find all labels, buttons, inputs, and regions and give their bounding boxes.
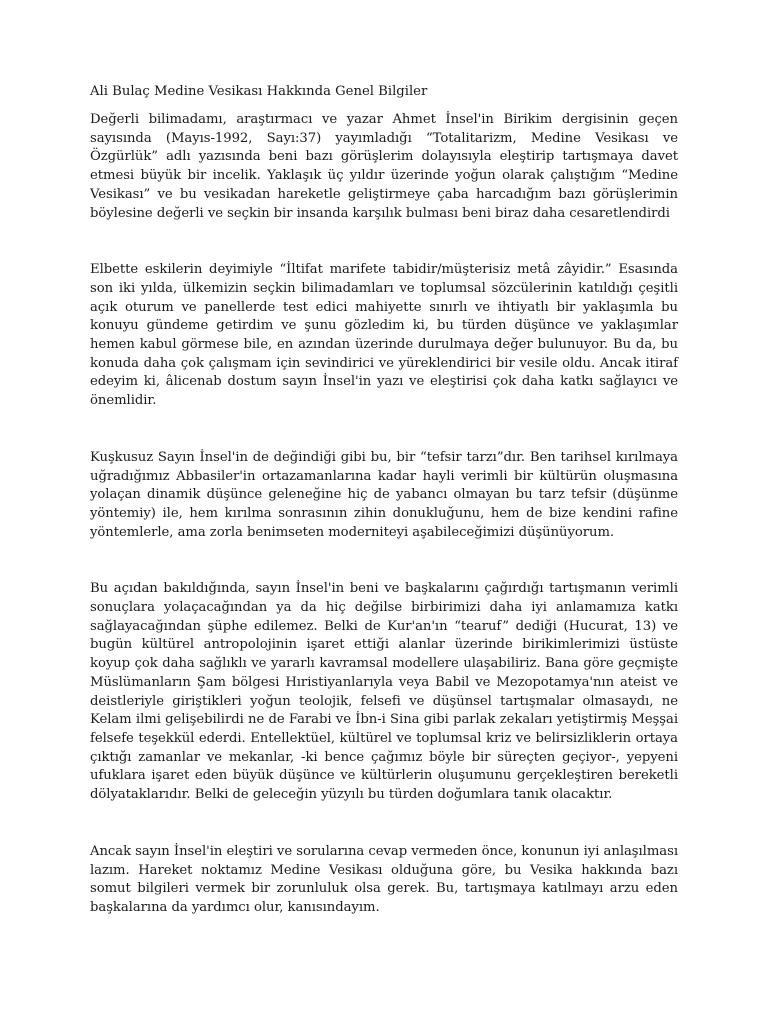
document-title: Ali Bulaç Medine Vesikası Hakkında Genel Bilgiler <box>90 84 428 99</box>
paragraph-gap <box>90 805 678 843</box>
paragraph-2: Elbette eskilerin deyimiyle “İltifat marifete tabidir/müşterisiz metâ zâyidir.” Esasında son iki yılda, ülkemizin seçkin bilimadamları ve toplumsal sözcülerinin katıldığı çeşitli açık oturum ve panellerde test edici mahiyette sınırlı ve ihtiyatlı bir yaklaşımla bu konuyu gündeme getirdim ve şunu gözledim ki, bu türden düşünce ve yaklaşımlar hemen kabul görmese bile, en azından üzerinde durulmaya değer bulunuyor. Bu da, bu konuda daha çok çalışmam için sevindirici ve yüreklendirici bir vesile oldu. Ancak itiraf edeyim ki, âlicenab dostum sayın İnsel'in yazı ve eleştirisi çok daha katkı sağlayıcı ve önemlidir. <box>90 262 678 409</box>
paragraph-gap <box>90 223 678 261</box>
paragraph-gap <box>90 542 678 580</box>
paragraph-gap <box>90 411 678 449</box>
paragraph-4: Bu açıdan bakıldığında, sayın İnsel'in beni ve başkalarını çağırdığı tartışmanın verimli sonuçlara yolaçacağından ya da hiç değilse birbirimizi daha iyi anlamamıza katkı sağlayacağından şüphe edilemez. Belki de Kur'an'ın “tearuf” dediği (Hucurat, 13) ve bugün kültürel antropolojinin işaret ettiği alanlar üzerinde birikimlerimizi üstüste koyup çok daha sağlıklı ve yararlı kavramsal modellere ulaşabiliriz. Bana göre geçmişte Müslümanların Şam bölgesi Hıristiyanlarıyla veya Babil ve Mezopotamya'nın ateist ve deistleriyle giriştikleri yoğun teolojik, felsefi ve düşünsel tartışmalar olmasaydı, ne Kelam ilmi gelişebilirdi ne de Farabi ve İbn-i Sina gibi parlak zekaları yetiştirmiş Meşşai felsefe teşekkül ederdi. Entellektüel, kültürel ve toplumsal kriz ve belirsizliklerin ortaya çıktığı zamanlar ve mekanlar, -ki bence çağımız böyle bir süreçten geçiyor-, yepyeni ufuklara işaret eden büyük düşünce ve kültürlerin oluşumunu gerçekleştiren bereketli dölyataklarıdır. Belki de geleceğin yüzyılı bu türden doğumlara tanık olacaktır. <box>90 581 678 803</box>
paragraph-5: Ancak sayın İnsel'in eleştiri ve sorularına cevap vermeden önce, konunun iyi anlaşılması lazım. Hareket noktamız Medine Vesikası olduğuna göre, bu Vesika hakkında bazı somut bilgileri vermek bir zorunluluk olsa gerek. Bu, tartışmaya katılmayı arzu eden başkalarına da yardımcı olur, kanısındayım. <box>90 843 678 915</box>
paragraph-1: Değerli bilimadamı, araştırmacı ve yazar Ahmet İnsel'in Birikim dergisinin geçen sayısında (Mayıs-1992, Sayı:37) yayımladığı “Totalitarizm, Medine Vesikası ve Özgürlük” adlı yazısında beni bazı görüşlerim dolayısıyla eleştirip tartışmaya davet etmesi büyük bir incelik. Yaklaşık üç yıldır üzerinde yoğun olarak çalıştığım “Medine Vesikası” ve bu vesikadan hareketle geliştirmeye çaba harcadığım bazı görüşlerimin böylesine değerli ve seçkin bir insanda karşılık bulması beni biraz daha cesaretlendirdi <box>90 112 678 221</box>
document-page <box>90 82 678 918</box>
paragraph-3: Kuşkusuz Sayın İnsel'in de değindiği gibi bu, bir “tefsir tarzı”dır. Ben tarihsel kırılmaya uğradığımız Abbasiler'in ortazamanlarına kadar hayli verimli bir kültürün oluşmasına yolaçan dinamik düşünce geleneğine hiç de yabancı olmayan bu tarz tefsir (düşünme yöntemiy) ile, hem kırılma sonrasının zihin donukluğunu, hem de bize kendini rafine yöntemlerle, ama zorla benimseten moderniteyi aşabileceğimizi düşünüyorum. <box>90 449 678 540</box>
